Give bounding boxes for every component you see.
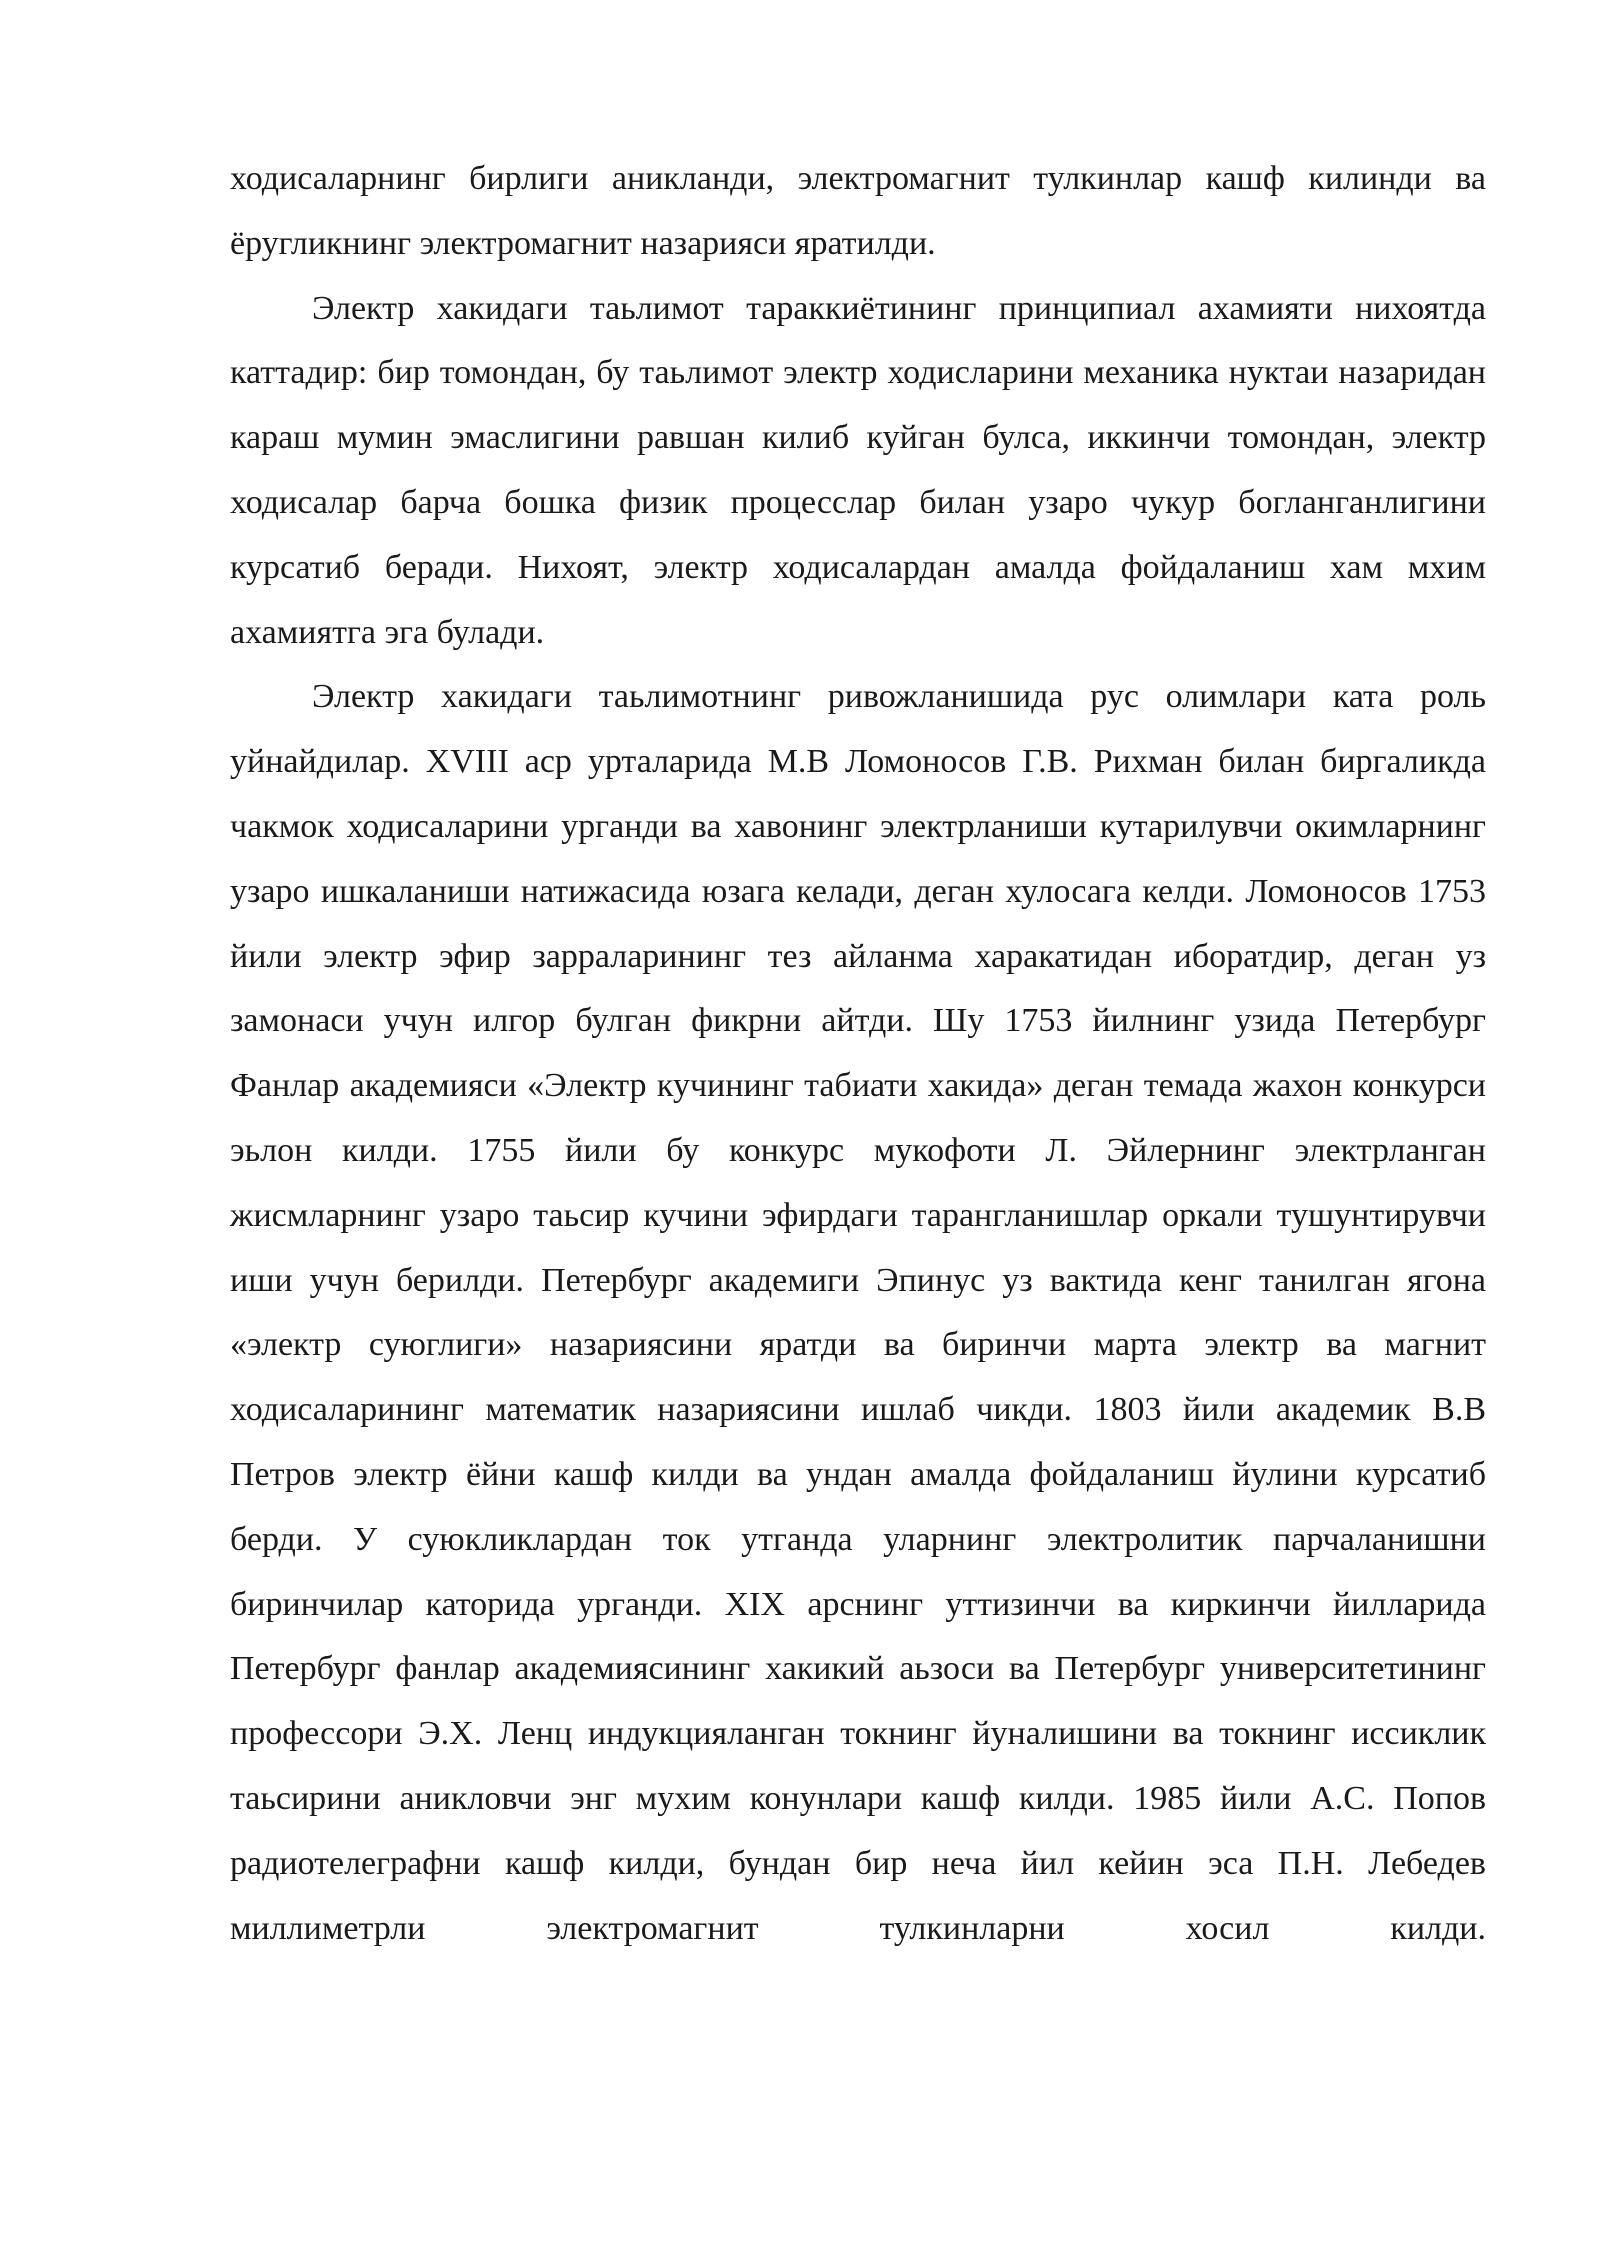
paragraph-1: ходисаларнинг бирлиги аникланди, электромагнит тулкинлар кашф килинди ва ёругликнинг электромагнит назарияси яратилди. bbox=[230, 160, 1486, 262]
body-text bbox=[230, 147, 1486, 1961]
paragraph-3: Электр хакидаги таьлимотнинг ривожланишида рус олимлари ката роль уйнайдилар. XVIII аср урталарида М.В Ломоносов Г.В. Рихман билан биргаликда чакмок ходисаларини урганди ва хавонинг электрланиши кутарилувчи окимларнинг узаро ишкаланиши натижасида юзага келади, деган хулосага келди. Ломоносов 1753 йили электр эфир зарраларининг тез айланма харакатидан иборатдир, деган уз замонаси учун илгор булган фикрни айтди. Шу 1753 йилнинг узида Петербург Фанлар академияси «Электр кучининг табиати хакида» деган темада жахон конкурси эьлон килди. 1755 йили бу конкурс мукофоти Л. Эйлернинг электрланган жисмларнинг узаро таьсир кучини эфирдаги тарангланишлар оркали тушунтирувчи иши учун берилди. Петербург академиги Эпинус уз вактида кенг танилган ягона «электр суюглиги» назариясини яратди ва биринчи марта электр ва магнит ходисаларининг математик назариясини ишлаб чикди. 1803 йили академик В.В Петров электр ёйни кашф килди ва ундан амалда фойдаланиш йулини курсатиб берди. У суюкликлардан ток утганда уларнинг электролитик парчаланишни биринчилар каторида урганди. XIX арснинг уттизинчи ва киркинчи йилларида Петербург фанлар академиясининг хакикий аьзоси ва Петербург университетининг профессори Э.Х. Ленц индукцияланган токнинг йуналишини ва токнинг иссиклик таьсирини аникловчи энг мухим конунлари кашф килди. 1985 йили А.С. Попов радиотелеграфни кашф килди, бундан бир неча йил кейин эса П.Н. Лебедев миллиметрли электромагнит тулкинларни хосил килди. bbox=[230, 678, 1486, 1947]
paragraph-2: Электр хакидаги таьлимот тараккиётининг принципиал ахамияти нихоятда каттадир: бир томондан, бу таьлимот электр ходисларини механика нуктаи назаридан караш мумин эмаслигини равшан килиб куйган булса, иккинчи томондан, электр ходисалар барча бошка физик процесслар билан узаро чукур богланганлигини курсатиб беради. Нихоят, электр ходисалардан амалда фойдаланиш хам мхим ахамиятга эга булади. bbox=[230, 289, 1486, 651]
